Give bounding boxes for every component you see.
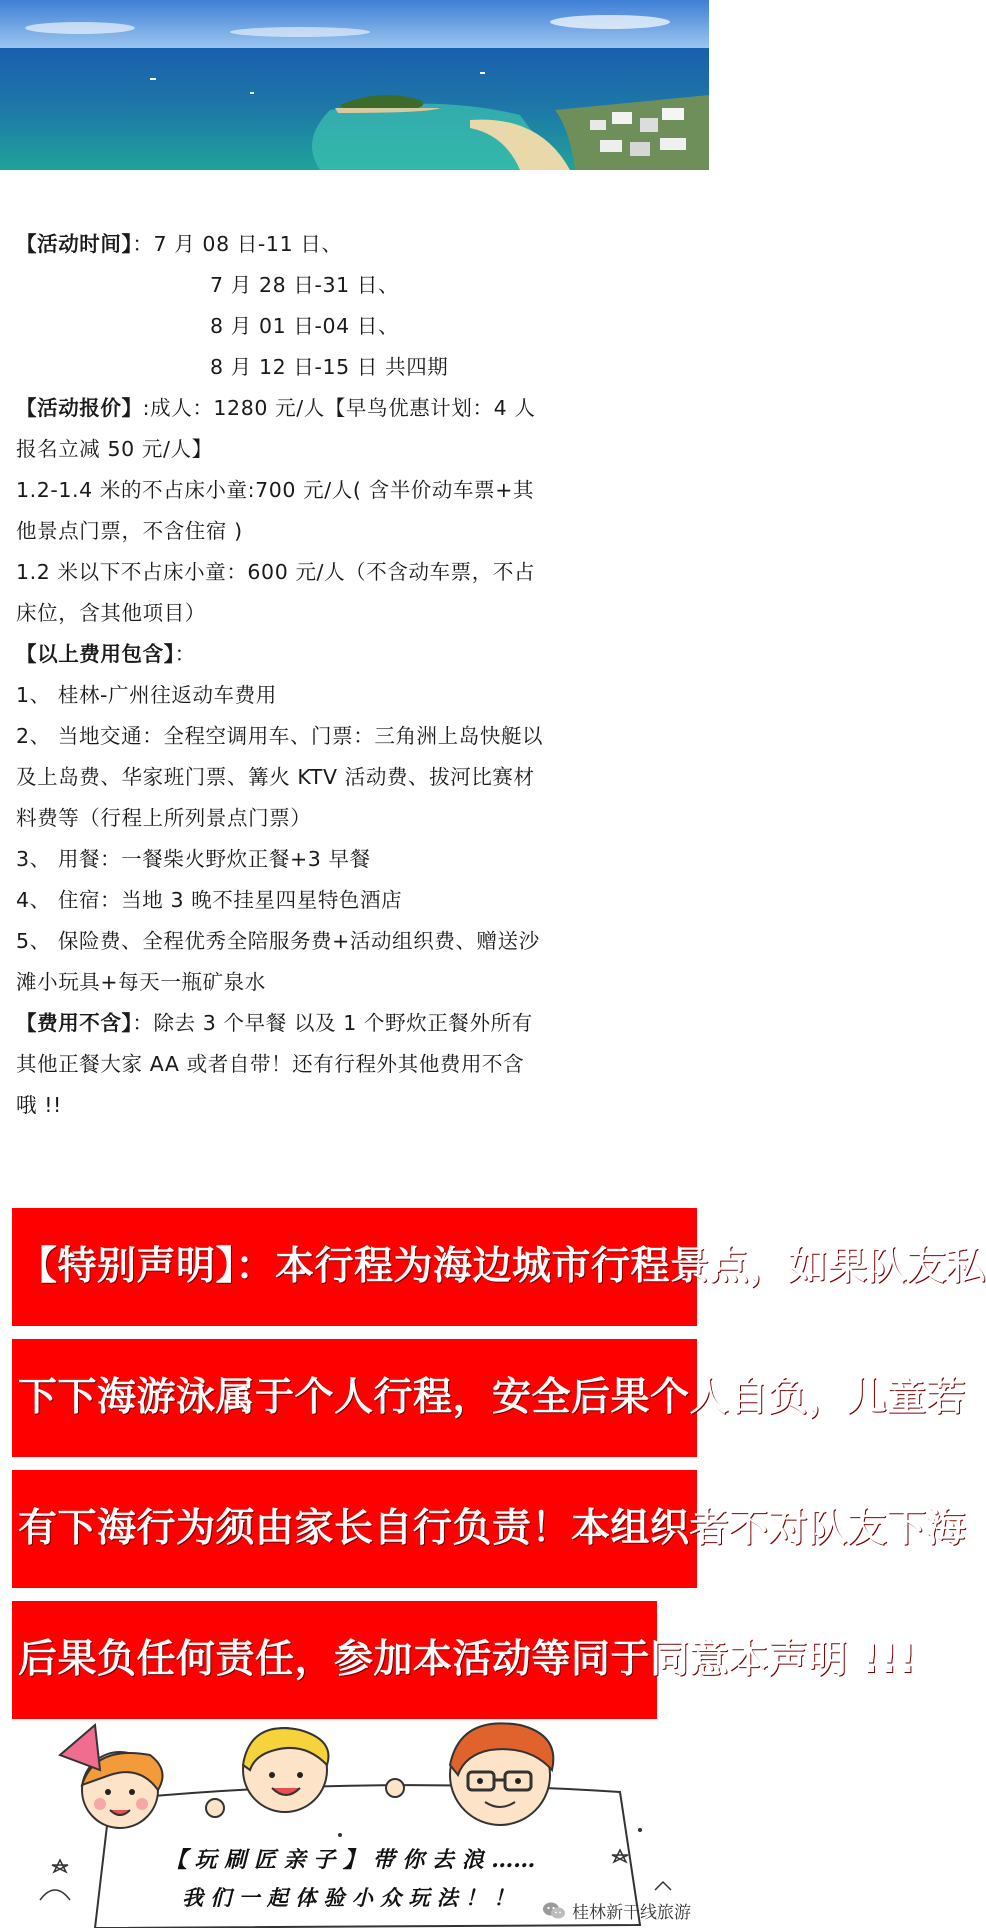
excluded-line xyxy=(16,1009,696,1037)
activity-time-row: 8 月 12 日-15 日 共四期 xyxy=(210,355,449,379)
activity-time-first: ：7 月 08 日-11 日、 xyxy=(132,232,343,256)
included-item: 料费等（行程上所列景点门票） xyxy=(16,806,312,830)
included-item: 及上岛费、华家班门票、篝火 KTV 活动费、拔河比赛材 xyxy=(16,765,535,789)
activity-time-row: 8 月 01 日-04 日、 xyxy=(210,314,400,338)
wechat-watermark xyxy=(542,1898,691,1923)
excluded-cont: 哦 !! xyxy=(16,1093,62,1117)
included-colon: ： xyxy=(174,642,196,666)
included-heading xyxy=(16,640,696,668)
activity-time-label: 【活动时间】 xyxy=(16,232,133,256)
excluded-cont: 其他正餐大家 AA 或者自带！还有行程外其他费用不含 xyxy=(16,1052,525,1076)
price-line xyxy=(16,394,696,422)
included-item: 滩小玩具+每天一瓶矿泉水 xyxy=(16,970,266,994)
included-item: 4、 住宿：当地 3 晚不挂星四星特色酒店 xyxy=(16,888,403,912)
price-early-bird: 报名立减 50 元/人】 xyxy=(16,437,213,461)
hero-beach-photo xyxy=(0,0,709,170)
excluded-label: 【费用不含】 xyxy=(16,1011,133,1035)
watermark-text: 桂林新干线旅游 xyxy=(572,1903,691,1923)
included-item: 3、 用餐：一餐柴火野炊正餐+3 早餐 xyxy=(16,847,371,871)
included-item: 1、 桂林-广州往返动车费用 xyxy=(16,683,277,707)
wechat-icon xyxy=(542,1901,566,1921)
included-item: 2、 当地交通：全程空调用车、门票：三角洲上岛快艇以 xyxy=(16,724,544,748)
price-child2-cont: 床位，含其他项目） xyxy=(16,601,206,625)
price-label: 【活动报价】 xyxy=(16,396,143,420)
disclaimer-banner: 下下海游泳属于个人行程，安全后果个人自负，儿童若 xyxy=(12,1339,697,1457)
excluded-text: ：除去 3 个早餐 以及 1 个野炊正餐外所有 xyxy=(132,1011,533,1035)
disclaimer-banner: 后果负任何责任，参加本活动等同于同意本声明 !!! xyxy=(12,1601,657,1719)
price-adult: :成人：1280 元/人【早鸟优惠计划：4 人 xyxy=(142,396,536,420)
price-child2: 1.2 米以下不占床小童：600 元/人（不含动车票，不占 xyxy=(16,560,536,584)
cartoon-subcaption: 我 们 一 起 体 验 小 众 玩 法 ！ ！ xyxy=(182,1885,515,1910)
activity-time-line xyxy=(16,230,696,258)
price-child1: 1.2-1.4 米的不占床小童:700 元/人( 含半价动车票+其 xyxy=(16,478,535,502)
activity-time-row: 7 月 28 日-31 日、 xyxy=(210,273,400,297)
disclaimer-banner: 有下海行为须由家长自行负责！本组织者不对队友下海 xyxy=(12,1470,697,1588)
price-child1-cont: 他景点门票，不含住宿 ) xyxy=(16,519,243,543)
included-item: 5、 保险费、全程优秀全陪服务费+活动组织费、赠送沙 xyxy=(16,929,540,953)
included-label: 【以上费用包含】 xyxy=(16,642,175,666)
cartoon-caption: 【 玩 刷 匠 亲 子 】 带 你 去 浪 …… xyxy=(165,1847,536,1873)
disclaimer-banner: 【特别声明】：本行程为海边城市行程景点，如果队友私 xyxy=(12,1208,697,1326)
